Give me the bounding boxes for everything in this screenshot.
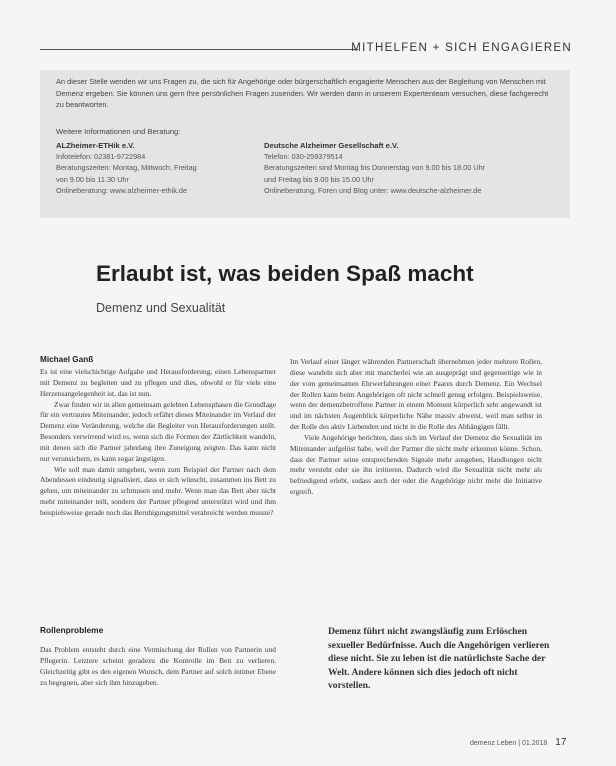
org-line: Onlineberatung: www.alzheimer-ethik.de [56,185,188,195]
org-line: Beratungszeiten sind Montag bis Donnerstag von 9.00 bis 18.00 Uhr [264,163,486,173]
article-column-left-lower [40,645,276,688]
article-column-right [290,357,542,498]
section-header [0,38,616,62]
org-alzheimer-ethik [56,140,281,196]
page-number: 17 [555,737,567,748]
info-intro: An dieser Stelle wenden wir uns Fragen zu, die sich für Angehörige oder bürgerschaftlich engagierte Menschen aus der Begleitung von Menschen mit Demenz ergeben. Sie können uns gern Ihre persönlichen Fragen zusenden. Wir werden dann in unserem Expertenteam versuchen, diese fachgerecht zu beantworten. [56,77,549,109]
article-column-left [40,367,276,519]
section-subhead: Rollenprobleme [40,625,104,635]
org-line: Onlineberatung, Foren und Blog unter: www.deutsche-alzheimer.de [264,185,482,195]
paragraph: Das Problem entsteht durch eine Vermischung der Rollen von Partnerin und Pflegerin. Letztere scheint geradezu die Kontrolle im Bett zu verlieren. Gleichzeitig gibt es den eigenen Wunsch, dem Partner auf solch intimer Ebene zu begegnen, aber sich ihm hinzugeben. [40,645,276,687]
header-rule [40,49,358,50]
org-line: Infotelefon: 02381-9722984 [56,152,146,162]
section-label: MITHELFEN + SICH ENGAGIEREN [351,42,572,54]
paragraph: Viele Angehörige berichten, dass sich im Verlauf der Demenz die Sexualität im Miteinander aufgelöst habe, weil der Partner die nicht mehr erkennen könne. Schon, dass der Partner seine entsprechenden Signale mehr ausgehen, Handlungen nicht mehr versteht oder sie ihn irritieren. Dadurch wird die Sexualität nicht mehr als befriedigend erlebt, sodass auch der oder die Angehörige nicht mehr die Initiative ergreift. [290,432,542,497]
org-deutsche-alzheimer [264,140,564,196]
paragraph: Es ist eine vielschichtige Aufgabe und Herausforderung, einen Lebenspartner mit Demenz zu begleiten und zu pflegen und dies, obwohl er für viele eine Herzensangelegenheit ist, das ist nun. [40,367,276,398]
paragraph: Wie soll man damit umgehen, wenn zum Beispiel der Partner nach dem Abendessen eindeutig signalisiert, dass er sich wünscht, zusammen ins Bett zu gehen, um miteinander zu schmusen und mehr. Wenn man das Bett aber nicht mehr miteinander teilt, sondern der Partner pflegend unterstützt wird und ihm beispielsweise gerade noch das Beruhigungsmittel verabreicht werden musste? [40,464,276,517]
info-more-heading: Weitere Informationen und Beratung: [56,127,181,136]
article-subtitle: Demenz und Sexualität [96,301,226,315]
magazine-name: demenz Leben | 01.2018 [470,740,548,747]
article-author: Michael Ganß [40,355,94,364]
article-title: Erlaubt ist, was beiden Spaß macht [96,261,474,286]
page-footer [470,737,566,748]
org-line: Beratungszeiten: Montag, Mittwoch, Freitag [56,163,197,173]
org-name: Deutsche Alzheimer Gesellschaft e.V. [264,141,399,150]
paragraph: Zwar finden wir in allen gemeinsam gelebten Lebensphasen die Grundlage für ein vertrautes Miteinander, jedoch erfährt dieses Miteinander im Verlauf der Demenz eine Veränderung, welche die Begleiter von Herausforderungen stellt. Besonders verwirrend wird es, wenn sich die Formen der Zärtlichkeit wandeln, mit denen sich die Partner jahrelang ihre Zuneigung zeigten. Das kann nicht nur verunsichern, es kann sogar ängstigen. [40,399,276,463]
paragraph: Im Verlauf einer länger währenden Partnerschaft übernehmen jeder mehrere Rollen, diese wandeln sich aber mit mancherlei wie an ausgeprägt und gegenseitige wie in der vom gemeinsamen Ehrwerfahrungen einer Paares durch Demenz. Ein Wechsel der Rollen kann beim Angehörigen oft nicht schnell genug erfolgen. Beispielsweise, wenn der demenzbetroffene Partner in einem Moment körperlich sehr angewandt ist und im nächsten Augenblick körperliche Nähe massiv abweist, weil man selbst in der Rolle des aktiv Liebenden und nicht in die Rolle des Abhängigen fällt. [290,357,542,432]
org-line: von 9.00 bis 11.30 Uhr [56,174,129,184]
org-name: ALZheimer-ETHik e.V. [56,141,135,150]
org-line: Telefon: 030-259379514 [264,152,343,162]
info-box [40,70,570,218]
org-line: und Freitag bis 9.00 bis 15.00 Uhr [264,174,374,184]
pull-quote: Demenz führt nicht zwangsläufig zum Erlöschen sexueller Bedürfnisse. Auch die Angehörigen verlieren diese nicht. Sie zu leben ist die natürlichste Sache der Welt. Andere können sich dies jedoch oft nicht vorstellen. [328,626,550,692]
